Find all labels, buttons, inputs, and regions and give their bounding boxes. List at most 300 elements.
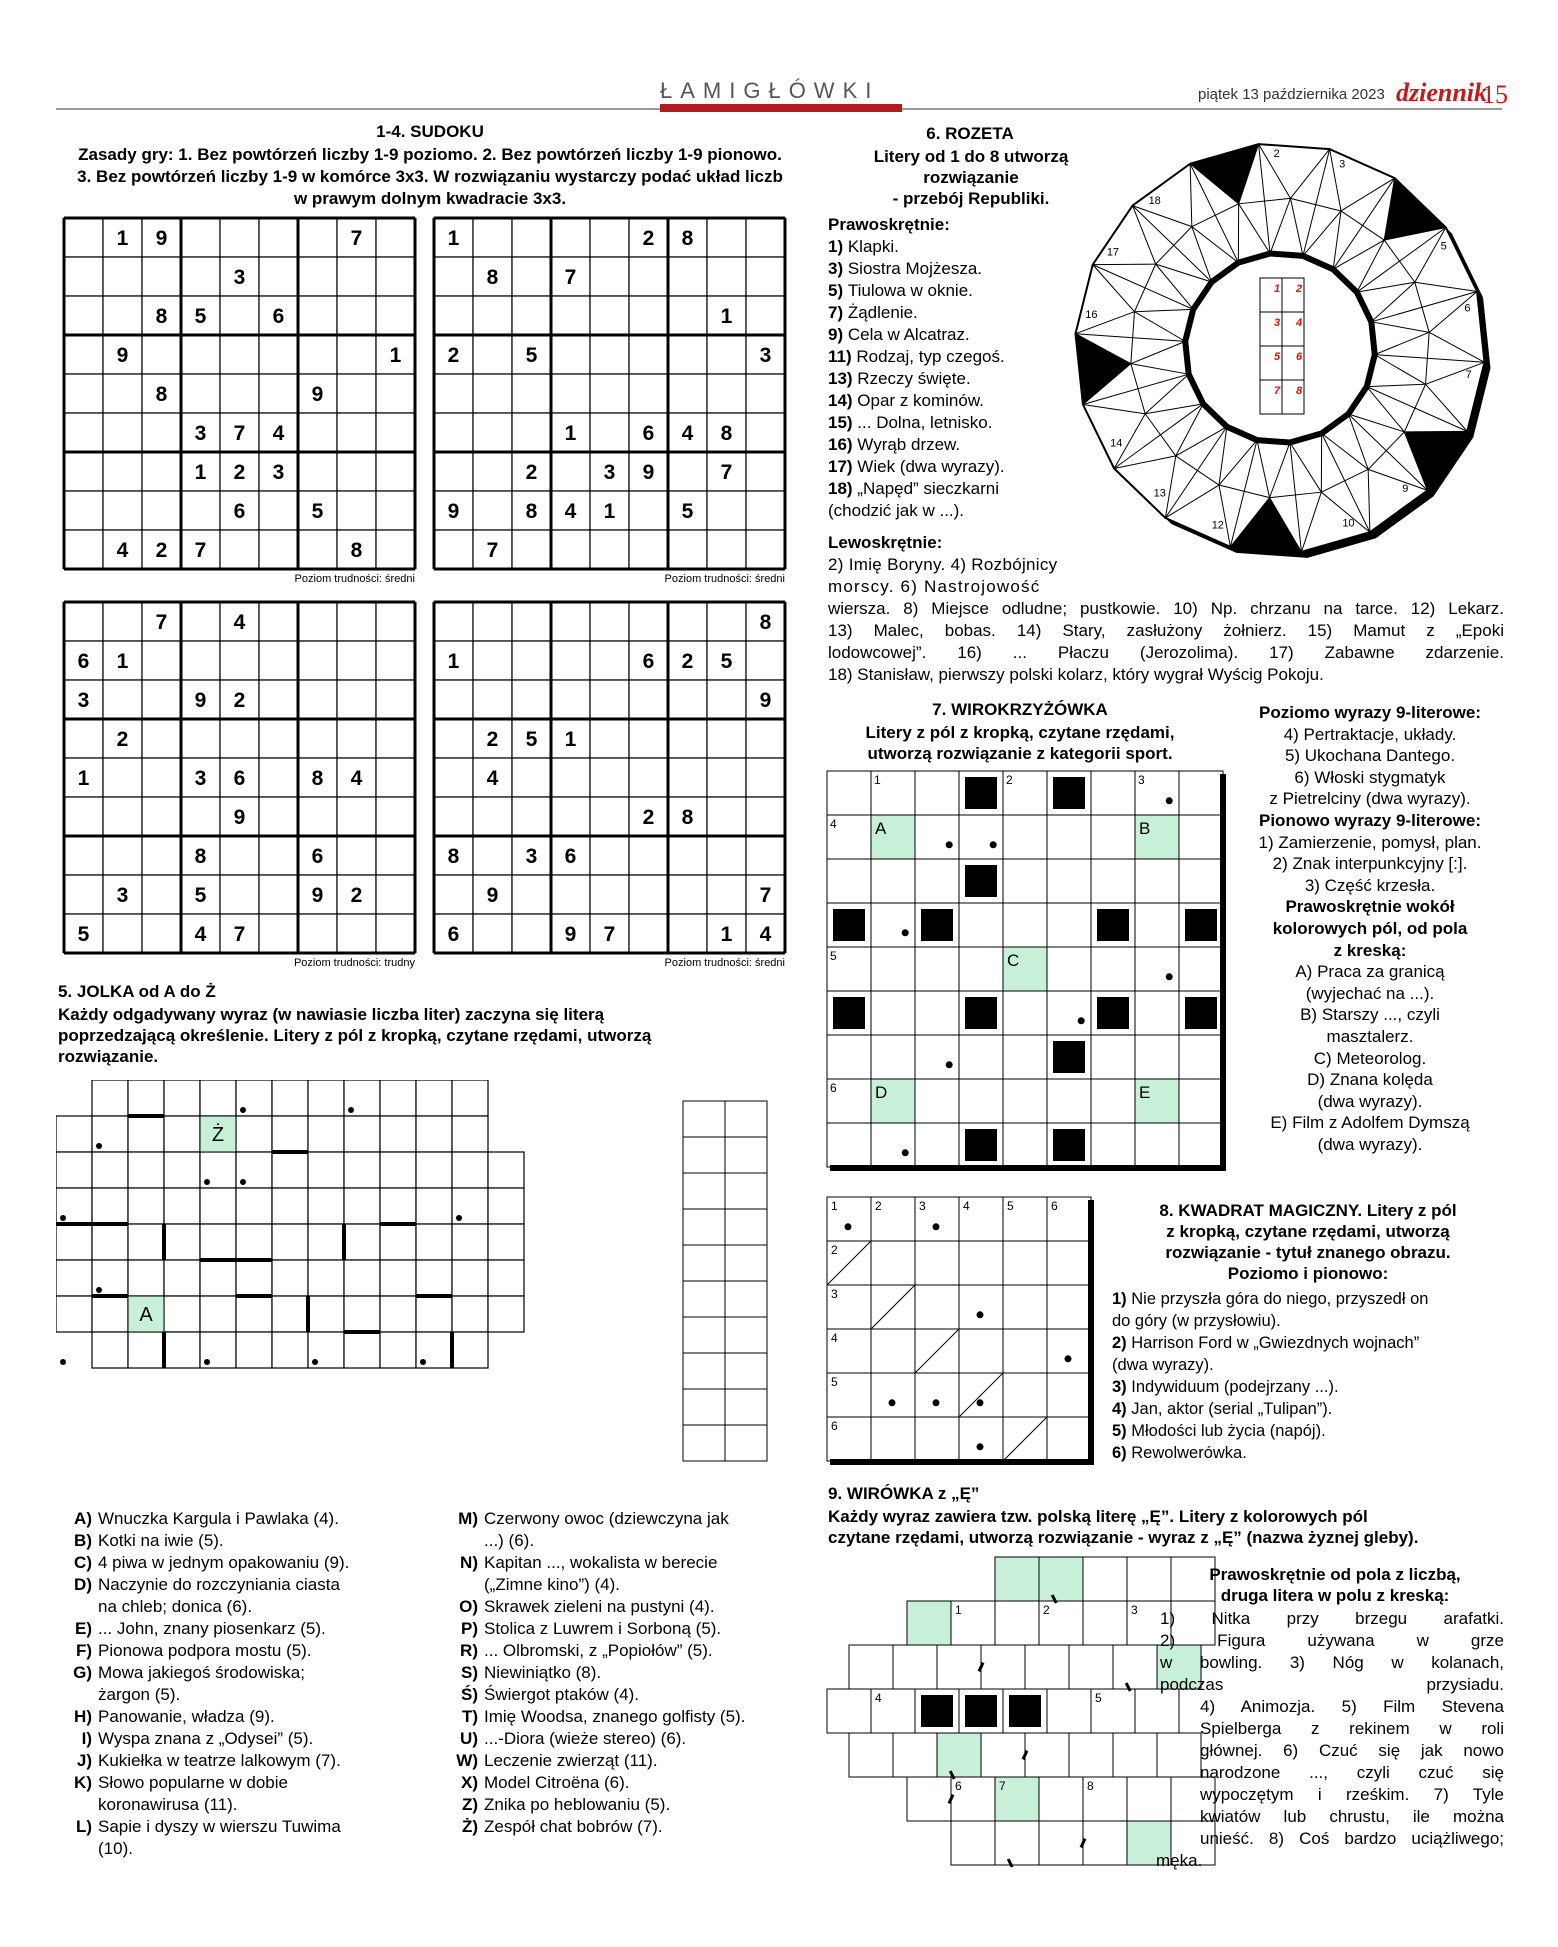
clue-letter [60, 1794, 98, 1816]
wiro-cell [1135, 859, 1179, 903]
sudoku-given: 6 [642, 422, 655, 445]
jolka-dot [240, 1179, 246, 1185]
jolka-clue [446, 1794, 786, 1816]
clue-number: 17) [828, 457, 858, 476]
jolka-dot [348, 1107, 354, 1113]
sudoku-cell [376, 452, 415, 491]
clue-letter: M) [458, 1509, 478, 1528]
wirowka-clue-line: kwiatów lub chrustu, ile można [1200, 1807, 1504, 1826]
sudoku-cell [64, 296, 103, 335]
kwadrat-cell [915, 1285, 959, 1329]
sudoku-cell [103, 797, 142, 836]
wiro-cell [1135, 947, 1179, 991]
sudoku-given: 7 [603, 923, 616, 946]
wirowka-cell [1113, 1733, 1157, 1777]
wirowka-cell [1069, 1645, 1113, 1689]
wiro-cell [1003, 991, 1047, 1035]
wiro-cell [959, 947, 1003, 991]
wirowka-cell [907, 1777, 951, 1821]
sudoku-cell [142, 641, 181, 680]
wiro-cell [1135, 1035, 1179, 1079]
clue-letter: G) [73, 1663, 92, 1682]
wiro-cell [1003, 903, 1047, 947]
wirowka-cell [1039, 1821, 1083, 1865]
jolka-dot [60, 1359, 66, 1365]
clue-number: 18) [828, 479, 858, 498]
jolka-cell [272, 1296, 308, 1332]
sudoku-given: 1 [194, 461, 207, 484]
sudoku-given: 8 [447, 845, 460, 868]
wiro-clue-line: kolorowych pól, od pola [1272, 918, 1468, 938]
sudoku-given: 4 [681, 422, 694, 445]
sudoku-given: 3 [194, 767, 207, 790]
sudoku-given: 8 [194, 845, 207, 868]
clue-text: żargon (5). [98, 1685, 181, 1704]
sudoku-cell [707, 836, 746, 875]
wiro-cell [959, 1079, 1003, 1123]
jolka-cell [272, 1332, 308, 1368]
sudoku-cell [64, 797, 103, 836]
sudoku-given: 4 [564, 500, 577, 523]
rozeta-figure [1050, 118, 1510, 583]
jolka-dot [204, 1179, 210, 1185]
sudoku-given: 9 [116, 344, 129, 367]
sudoku-cell [181, 641, 220, 680]
clue-number: 6) [1112, 1444, 1132, 1462]
rozeta-clue-right [828, 280, 1088, 302]
sudoku-cell [337, 719, 376, 758]
jolka-cell [200, 1188, 236, 1224]
sudoku-cell [259, 914, 298, 953]
sudoku-cell [512, 641, 551, 680]
brand-logo: dziennik [1396, 78, 1488, 107]
sudoku-cell [551, 875, 590, 914]
sudoku-cell [473, 914, 512, 953]
sudoku-cell [376, 413, 415, 452]
sudoku-given: 2 [447, 344, 460, 367]
sudoku-level: Poziom trudności: trudny [293, 957, 415, 969]
sudoku-cell [142, 836, 181, 875]
jolka-grid [56, 1080, 528, 1377]
sudoku-cell [220, 719, 259, 758]
jolka-cell [380, 1116, 416, 1152]
clue-letter: J) [76, 1751, 92, 1770]
kwadrat-number: 6 [831, 1419, 838, 1433]
wirowka-rules-1: Każdy wyraz zawiera tzw. polską literę „Ę”. Litery z kolorowych pól [828, 1507, 1368, 1526]
kwadrat-cell [1047, 1285, 1091, 1329]
sudoku-cell [434, 530, 473, 569]
jolka-cell [488, 1296, 524, 1332]
clue-text: Kotki na iwie (5). [98, 1531, 224, 1550]
wirowka-clue-line: 2) Figura używana w grze [1160, 1631, 1504, 1650]
rozeta-clue-right [828, 324, 1088, 346]
kwadrat-cell [871, 1373, 915, 1417]
rozeta-clue-number: 13 [1153, 487, 1166, 500]
sudoku-cell [707, 257, 746, 296]
sudoku-cell [668, 452, 707, 491]
sudoku-cell [629, 491, 668, 530]
wirowka-number: 8 [1087, 1779, 1094, 1793]
wirowka-cell [1083, 1557, 1127, 1601]
clue-number: 3) [1112, 1378, 1132, 1396]
sudoku-cell [376, 875, 415, 914]
kwadrat-cell [1003, 1329, 1047, 1373]
jolka-cell [452, 1296, 488, 1332]
kwadrat-number: 1 [831, 1199, 838, 1213]
wiro-black-cell [965, 1129, 997, 1161]
rozeta-clue-number: 6 [1464, 302, 1471, 315]
clue-letter: H) [74, 1707, 92, 1726]
jolka-start-letter: A [139, 1304, 153, 1326]
section-title: ŁAMIGŁÓWKI [660, 78, 880, 103]
sudoku-cell [142, 257, 181, 296]
jolka-answer-cell [683, 1209, 725, 1245]
sudoku-cell [337, 797, 376, 836]
sudoku-cell [473, 680, 512, 719]
sudoku-given: 7 [486, 539, 499, 562]
kwadrat-clue [1112, 1376, 1506, 1398]
clue-text: Cela w Alcatraz. [847, 325, 970, 344]
jolka-clue [60, 1662, 400, 1684]
sudoku-cell [376, 296, 415, 335]
sudoku-cell [668, 914, 707, 953]
wirowka-rules-2: czytane rzędami, utworzą rozwiązanie - wyraz z „Ę” (nazwa żyznej gleby). [828, 1528, 1419, 1547]
sudoku-cell [473, 836, 512, 875]
wirowka-colored-cell [1039, 1557, 1083, 1601]
sudoku-cell [590, 758, 629, 797]
sudoku-cell [142, 797, 181, 836]
rozeta-answer-number: 4 [1296, 317, 1303, 329]
jolka-cell [488, 1260, 524, 1296]
jolka-cell [200, 1080, 236, 1116]
sudoku-cell [259, 602, 298, 641]
clue-text: Mowa jakiegoś środowiska; [98, 1663, 305, 1682]
sudoku-1 [62, 216, 792, 976]
sudoku-given: 5 [194, 884, 207, 907]
sudoku-grid-3 [64, 602, 415, 969]
clue-letter: N) [460, 1553, 478, 1572]
sudoku-cell [629, 758, 668, 797]
sudoku-cell [376, 257, 415, 296]
sudoku-given: 1 [720, 305, 733, 328]
wiro-cell [1091, 947, 1135, 991]
sudoku-given: 4 [759, 923, 772, 946]
wiro-cell [871, 1123, 915, 1167]
kwadrat-cell [959, 1285, 1003, 1329]
sudoku-cell [746, 452, 785, 491]
wirowka-clue-line: Spielberga z rekinem w roli [1200, 1719, 1504, 1738]
sudoku-given: 7 [155, 611, 168, 634]
sudoku-given: 6 [233, 500, 246, 523]
sudoku-given: 6 [233, 767, 246, 790]
kwadrat-cell [915, 1417, 959, 1461]
wiro-dot [990, 841, 997, 848]
sudoku-cell [298, 530, 337, 569]
sudoku-cell [668, 257, 707, 296]
clue-text: „Napęd” sieczkarni [857, 479, 1000, 498]
kwadrat-dot [977, 1443, 984, 1450]
jolka-clue [446, 1728, 786, 1750]
wirowka-clue-line: 4) Animozja. 5) Film Stevena [1200, 1697, 1504, 1716]
sudoku-given: 7 [233, 422, 246, 445]
sudoku-cell [512, 758, 551, 797]
kwadrat-cell [1047, 1329, 1091, 1373]
kwadrat-dot [889, 1399, 896, 1406]
sudoku-cell [668, 758, 707, 797]
jolka-clue [60, 1838, 400, 1860]
sudoku-cell [473, 797, 512, 836]
jolka-cell [236, 1332, 272, 1368]
jolka-cell [344, 1152, 380, 1188]
sudoku-cell [629, 335, 668, 374]
sudoku-cell [590, 296, 629, 335]
sudoku-cell [376, 914, 415, 953]
wirowka-clue-header [1166, 1564, 1504, 1606]
wirowka-clue-line: narodzone ..., czyli czuć się [1200, 1763, 1504, 1782]
sudoku-cell [103, 374, 142, 413]
jolka-answer-cell [725, 1317, 767, 1353]
sudoku-cell [64, 452, 103, 491]
sudoku-given: 5 [525, 344, 538, 367]
rozeta-left-header: Lewoskrętnie: [828, 533, 943, 552]
sudoku-cell [707, 875, 746, 914]
clue-letter [446, 1574, 484, 1596]
sudoku-cell [590, 602, 629, 641]
sudoku-given: 8 [681, 806, 694, 829]
clue-text: Model Citroëna (6). [484, 1773, 630, 1792]
sudoku-cell [337, 413, 376, 452]
jolka-cell [416, 1296, 452, 1332]
sudoku-cell [103, 758, 142, 797]
sudoku-cell [181, 257, 220, 296]
kwadrat-number: 4 [963, 1199, 970, 1213]
jolka-dot [96, 1287, 102, 1293]
sudoku-cell [746, 257, 785, 296]
wiro-number: 2 [1006, 773, 1013, 787]
sudoku-cell [512, 914, 551, 953]
sudoku-cell [590, 680, 629, 719]
sudoku-cell [473, 218, 512, 257]
jolka-clue [446, 1684, 786, 1706]
jolka-cell [416, 1260, 452, 1296]
jolka-clue [60, 1574, 400, 1596]
wirowka-cell [1047, 1689, 1091, 1733]
jolka-answer-cell [683, 1353, 725, 1389]
clue-text: koronawirusa (11). [98, 1795, 238, 1814]
sudoku-cell [259, 257, 298, 296]
sudoku-cell [551, 758, 590, 797]
jolka-clue [446, 1574, 786, 1596]
wiro-cell [1091, 1079, 1135, 1123]
wiro-cell [1179, 815, 1223, 859]
rozeta-clue-number: 10 [1342, 517, 1355, 530]
jolka-cell [344, 1260, 380, 1296]
kwadrat-dot [977, 1399, 984, 1406]
sudoku-cell [746, 374, 785, 413]
jolka-title: 5. JOLKA od A do Ż [58, 982, 216, 1001]
clue-number: 3) [828, 259, 848, 278]
clue-letter: D) [74, 1575, 92, 1594]
page-number: 15 [1482, 80, 1508, 109]
rozeta-answer-number: 8 [1296, 385, 1303, 397]
sudoku-given: 8 [155, 383, 168, 406]
wiro-cell [871, 859, 915, 903]
wiro-cell [1179, 1123, 1223, 1167]
jolka-clue [446, 1552, 786, 1574]
rozeta-answer-number: 6 [1296, 351, 1303, 363]
kwadrat-dot [933, 1399, 940, 1406]
wiro-cell [871, 947, 915, 991]
sudoku-cell [512, 875, 551, 914]
jolka-answer-svg [682, 1100, 772, 1470]
clue-letter: A) [74, 1509, 92, 1528]
sudoku-cell [434, 452, 473, 491]
sudoku-cell [512, 413, 551, 452]
wiro-clue-line: 1) Zamierzenie, pomysł, plan. [1258, 832, 1482, 852]
sudoku-cell [434, 875, 473, 914]
jolka-answer-cell [725, 1209, 767, 1245]
jolka-cell [308, 1260, 344, 1296]
clue-letter: Ś) [461, 1685, 478, 1704]
sudoku-cell [64, 413, 103, 452]
rozeta-clue-right [828, 368, 1088, 390]
sudoku-cell [181, 491, 220, 530]
jolka-clue [446, 1772, 786, 1794]
sudoku-given: 7 [564, 266, 577, 289]
sudoku-cell [434, 257, 473, 296]
jolka-answer-cell [725, 1245, 767, 1281]
sudoku-given: 3 [603, 461, 616, 484]
clue-text: ...) (6). [484, 1531, 535, 1550]
wirowka-cell [995, 1821, 1039, 1865]
kwadrat-title-3: rozwiązanie - tytuł znanego obrazu. [1165, 1243, 1451, 1262]
wiro-dot [1166, 973, 1173, 980]
wiro-cell [915, 991, 959, 1035]
sudoku-given: 7 [350, 227, 363, 250]
jolka-answer-cell [683, 1389, 725, 1425]
jolka-cell [56, 1152, 92, 1188]
wiro-clue-line: 2) Znak interpunkcyjny [:]. [1272, 854, 1468, 874]
sudoku-cell [668, 374, 707, 413]
sudoku-cell [473, 374, 512, 413]
sudoku-cell [64, 875, 103, 914]
sudoku-cell [259, 218, 298, 257]
sudoku-given: 6 [311, 845, 324, 868]
jolka-answer-cell [725, 1173, 767, 1209]
kwadrat-cell [959, 1417, 1003, 1461]
jolka-cell [92, 1188, 128, 1224]
clue-letter: O) [459, 1597, 478, 1616]
wirowka-clue-line: 1) Nitka przy brzegu arafatki. [1160, 1609, 1504, 1628]
sudoku-cell [668, 335, 707, 374]
clue-text: ... Dolna, letnisko. [857, 413, 993, 432]
sudoku-level: Poziom trudności: średni [664, 957, 785, 969]
rozeta-clue-number: 18 [1148, 194, 1161, 207]
sudoku-given: 2 [116, 728, 129, 751]
sudoku-cell [668, 836, 707, 875]
kwadrat-grid [826, 1196, 1106, 1479]
sudoku-cell [551, 530, 590, 569]
sudoku-cell [298, 641, 337, 680]
wiro-black-cell [1097, 909, 1129, 941]
sudoku-grid-4 [434, 602, 785, 969]
sudoku-grid-1 [62, 216, 792, 976]
wiro-cell [915, 771, 959, 815]
sudoku-cell [64, 836, 103, 875]
sudoku-cell [707, 218, 746, 257]
wiro-cell [1047, 815, 1091, 859]
clue-letter: I) [81, 1729, 92, 1748]
clue-text: ...-Diora (wieże stereo) (6). [484, 1729, 687, 1748]
wiro-cell [915, 1035, 959, 1079]
sudoku-cell [64, 719, 103, 758]
sudoku-given: 8 [155, 305, 168, 328]
sudoku-cell [259, 719, 298, 758]
jolka-clue [60, 1728, 400, 1750]
clue-text: Sapie i dyszy w wierszu Tuwima [98, 1817, 341, 1836]
wiro-black-cell [965, 865, 997, 897]
sudoku-given: 9 [311, 884, 324, 907]
sudoku-cell [707, 335, 746, 374]
wirowka-cell [981, 1733, 1025, 1777]
jolka-cell [128, 1188, 164, 1224]
sudoku-cell [103, 413, 142, 452]
jolka-cell [488, 1224, 524, 1260]
clue-text: Opar z kominów. [857, 391, 984, 410]
sudoku-cell [337, 296, 376, 335]
jolka-cell [344, 1296, 380, 1332]
sudoku-cell [473, 602, 512, 641]
sudoku-cell [376, 602, 415, 641]
jolka-cell [272, 1224, 308, 1260]
wiro-clue-line: C) Meteorolog. [1313, 1048, 1427, 1068]
wirowka-cell [1113, 1645, 1157, 1689]
rozeta-clue-right [828, 412, 1088, 434]
sudoku-cell [220, 218, 259, 257]
jolka-cell [380, 1332, 416, 1368]
sudoku-cell [434, 758, 473, 797]
sudoku-cell [376, 530, 415, 569]
kwadrat-cell [1047, 1417, 1091, 1461]
jolka-cell [308, 1224, 344, 1260]
jolka-rules [58, 1004, 784, 1067]
wiro-cell [827, 1035, 871, 1079]
wirowka-cell [995, 1601, 1039, 1645]
sudoku-cell [668, 530, 707, 569]
wiro-cell [1135, 903, 1179, 947]
wiro-black-cell [833, 909, 865, 941]
clue-text: Skrawek zieleni na pustyni (4). [484, 1597, 715, 1616]
sudoku-cell [298, 452, 337, 491]
jolka-clue [60, 1794, 400, 1816]
rozeta-right-tail: (chodzić jak w ...). [828, 501, 965, 520]
sudoku-cell [434, 719, 473, 758]
jolka-answer-cell [683, 1281, 725, 1317]
sudoku-cell [551, 218, 590, 257]
wiro-cell [1091, 1123, 1135, 1167]
rozeta-title: 6. ROZETA [926, 124, 1014, 143]
sudoku-cell [590, 797, 629, 836]
kwadrat-number: 5 [831, 1375, 838, 1389]
wiro-black-cell [1185, 997, 1217, 1029]
sudoku-given: 7 [233, 923, 246, 946]
sudoku-given: 3 [77, 689, 90, 712]
sudoku-cell [376, 680, 415, 719]
sudoku-cell [551, 452, 590, 491]
sudoku-cell [629, 374, 668, 413]
sudoku-cell [746, 491, 785, 530]
wiro-letter: C [1007, 951, 1020, 970]
